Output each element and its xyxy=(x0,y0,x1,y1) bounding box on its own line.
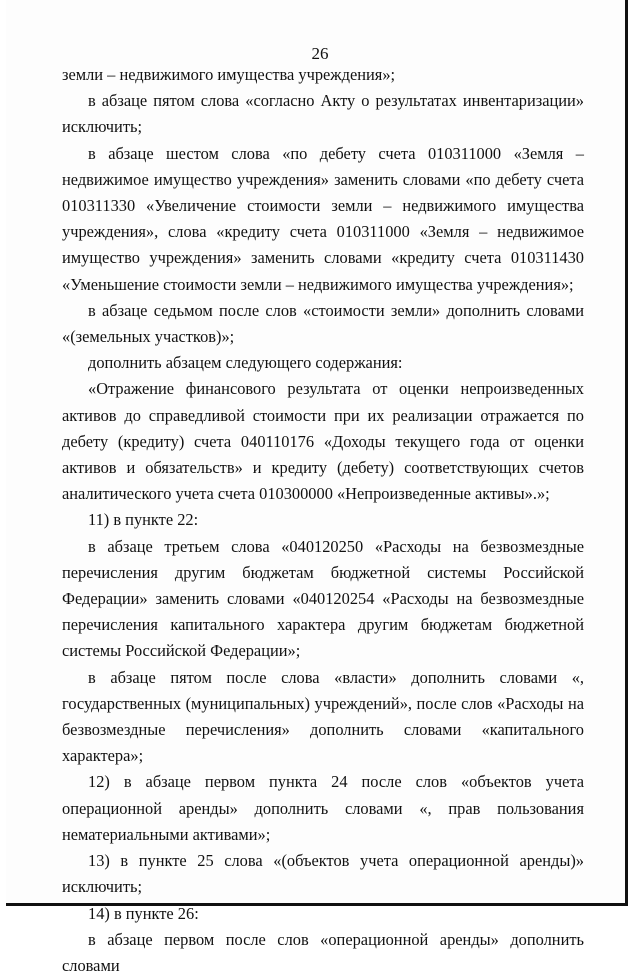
document-body xyxy=(62,62,584,979)
paragraph: земли – недвижимого имущества учреждения»; xyxy=(62,65,396,84)
paragraph: 14) в пункте 26: xyxy=(88,903,199,923)
paragraph: в абзаце пятом после слова «власти» дополнить словами «, государственных (муниципальных) учреждений», после слов «Расходы на безвозмездные перечисления» дополнить словами «капитального характера»; xyxy=(62,667,584,766)
paragraph: в абзаце седьмом после слов «стоимости земли» дополнить словами «(земельных участков)»; xyxy=(62,300,584,347)
paragraph: «Отражение финансового результата от оценки непроизведенных активов до справедливой стоимости при их реализации отражается по дебету (кредиту) счета 040110176 «Доходы текущего года от оценки активов и обязательств» и кредиту (дебету) соответствующих счетов аналитического учета счета 010300000 «Непроизведенные активы».»; xyxy=(62,379,584,504)
paragraph: 11) в пункте 22: xyxy=(88,510,199,530)
page-number: 26 xyxy=(311,44,329,63)
paragraph: 13) в пункте 25 слова «(объектов учета операционной аренды)» исключить; xyxy=(62,851,584,897)
paragraph: в абзаце первом после слов «операционной аренды» дополнить словами xyxy=(62,929,584,975)
paragraph: в абзаце пятом слова «согласно Акту о результатах инвентаризации» исключить; xyxy=(62,91,584,137)
paragraph: дополнить абзацем следующего содержания: xyxy=(88,353,403,373)
paragraph: 12) в абзаце первом пункта 24 после слов «объектов учета операционной аренды» дополнить словами «, прав пользования нематериальными активами»; xyxy=(62,772,584,844)
paragraph: в абзаце третьем слова «040120250 «Расходы на безвозмездные перечисления другим бюджетам бюджетной системы Российской Федерации» заменить словами «040120254 «Расходы на безвозмездные перечисления капитального характера другим бюджетам бюджетной системы Российской Федерации»; xyxy=(62,536,584,661)
paragraph: в абзаце шестом слова «по дебету счета 010311000 «Земля – недвижимое имущество учреждения» заменить словами «по дебету счета 010311330 «Увеличение стоимости земли – недвижимого имущества учреждения», слова «кредиту счета 010311000 «Земля – недвижимое имущество учреждения» заменить словами «кредиту счета 010311430 «Уменьшение стоимости земли – недвижимого имущества учреждения»; xyxy=(62,143,584,294)
